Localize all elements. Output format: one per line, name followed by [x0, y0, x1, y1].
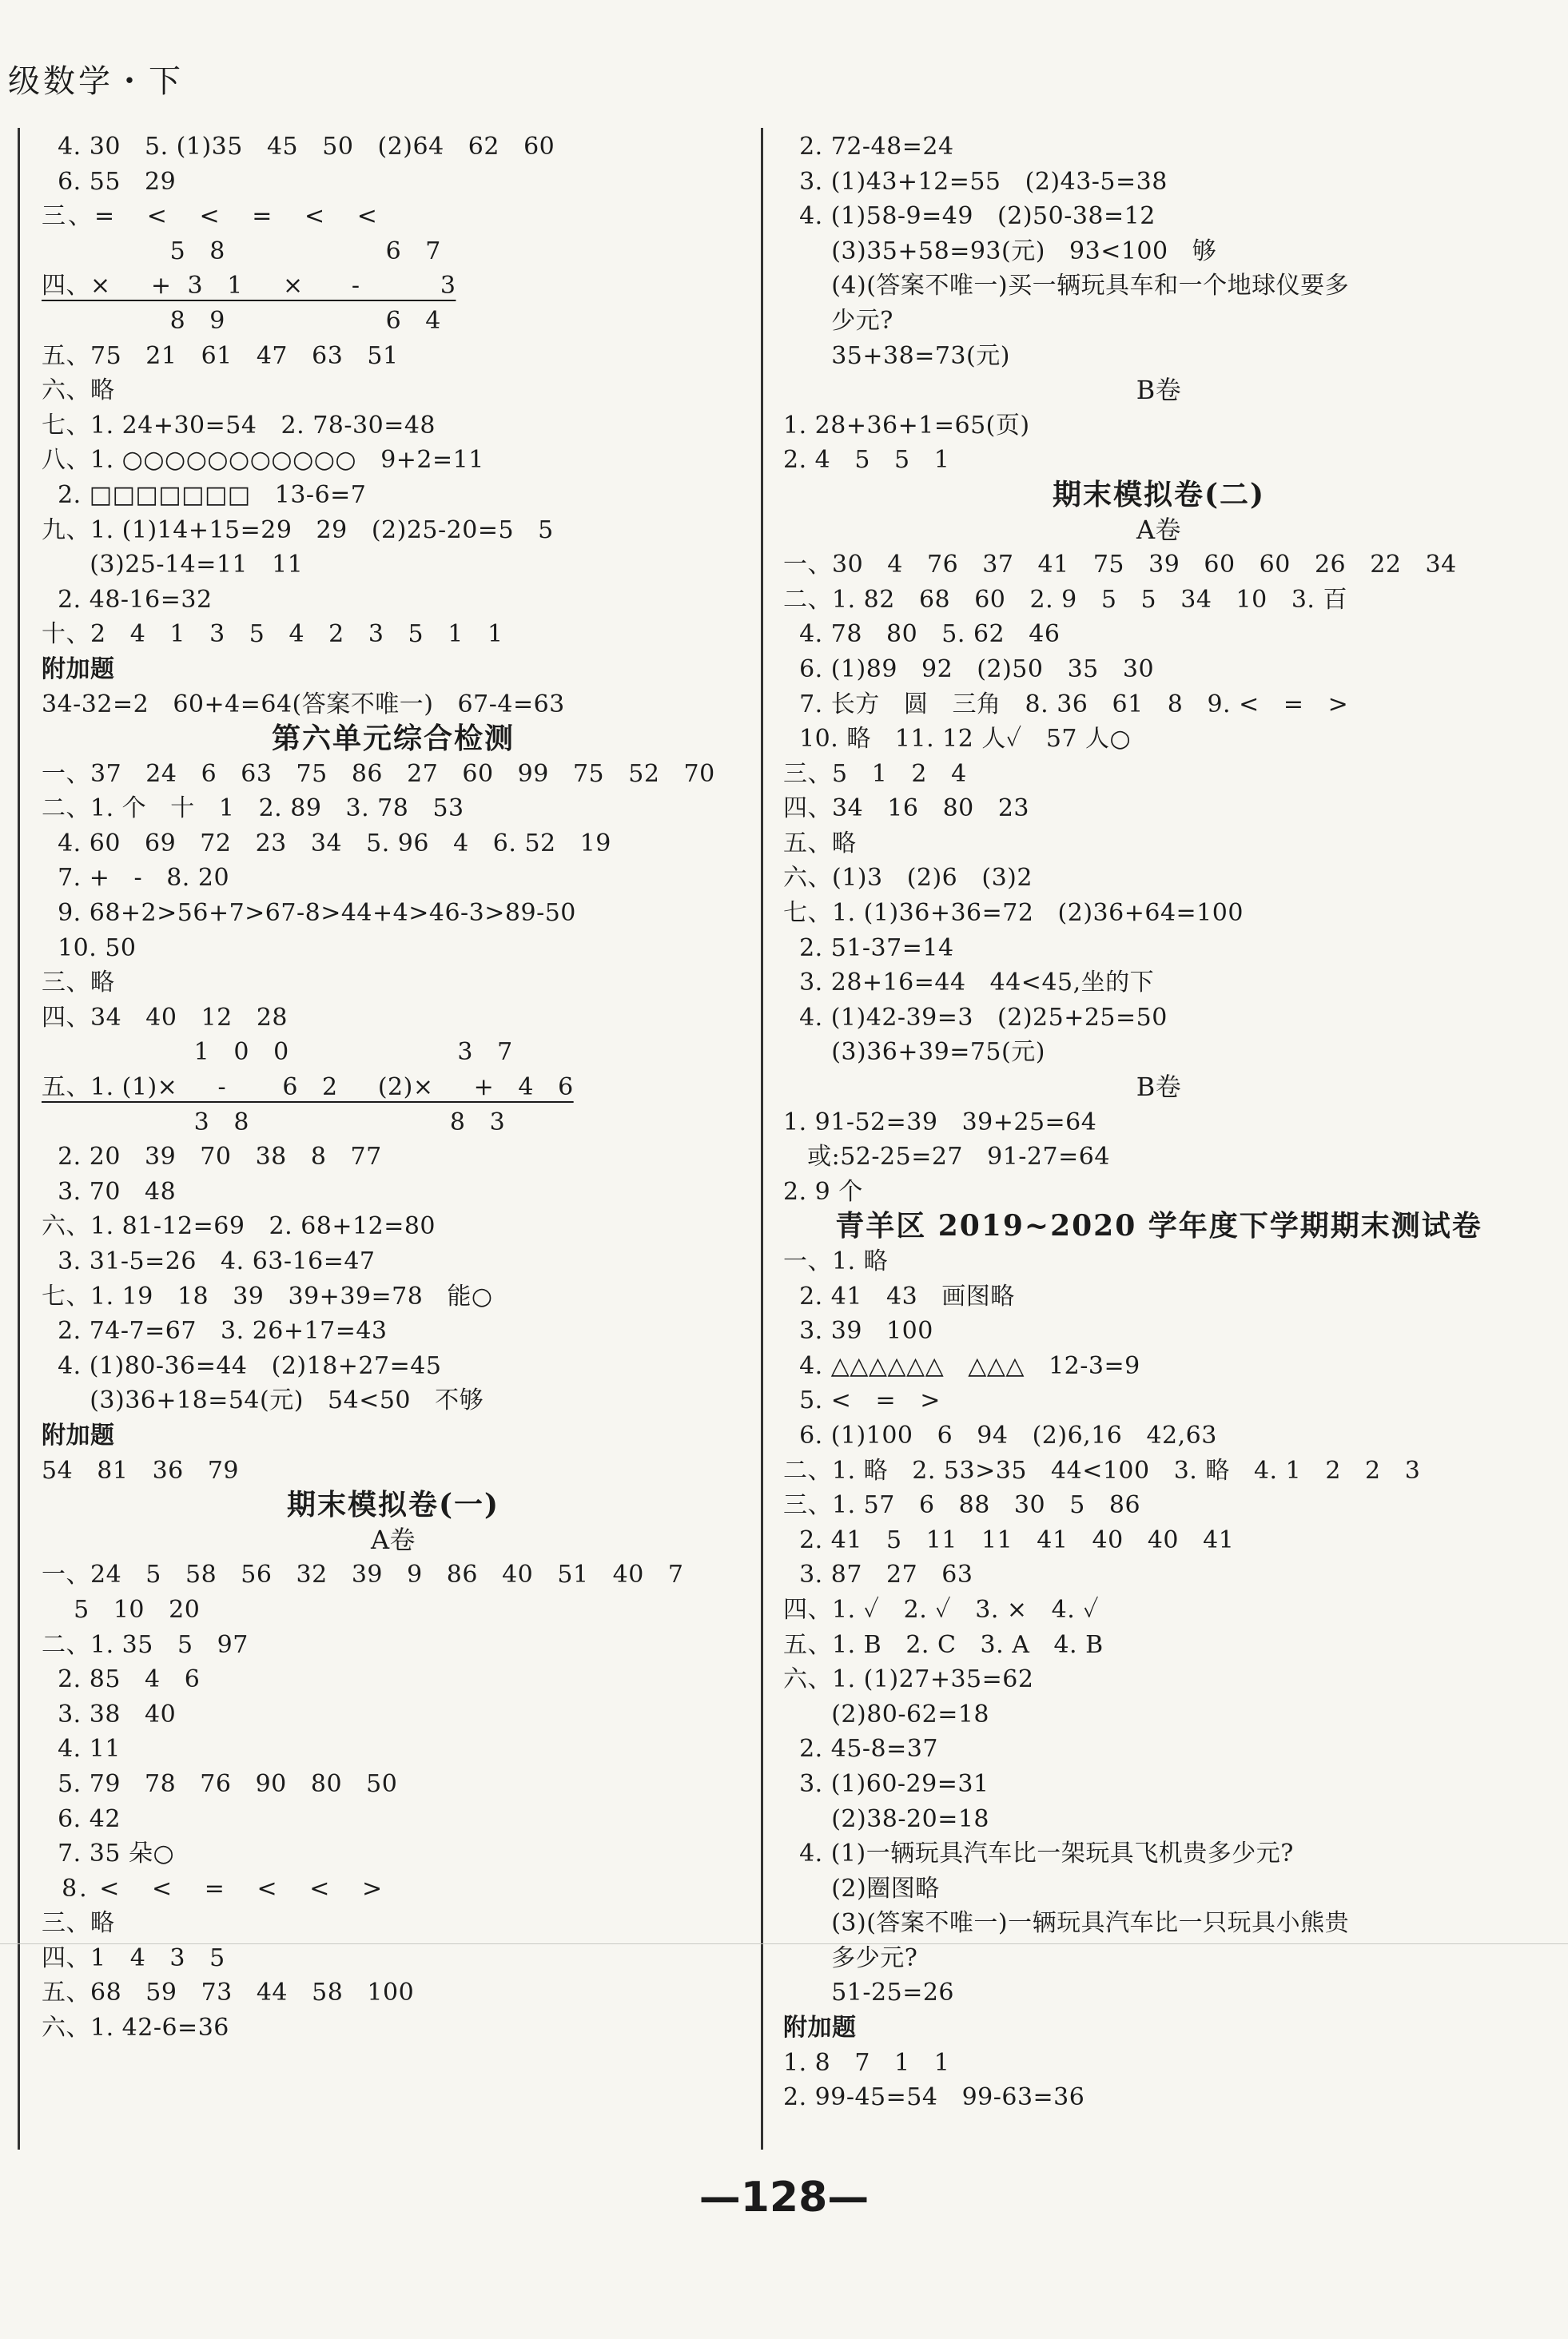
answer-line: 六、略 — [42, 376, 115, 405]
answer-line: 3 8 8 3 — [42, 1108, 506, 1136]
answer-line: 1. 8 7 1 1 — [783, 2048, 950, 2077]
answer-line: 三、= < < = < < — [42, 202, 380, 231]
bonus-heading: 附加题 — [42, 1421, 115, 1450]
answer-line: 4. (1)58-9=49 (2)50-38=12 — [783, 202, 1156, 231]
answer-line: (4)(答案不唯一)买一辆玩具车和一个地球仪要多 — [783, 272, 1350, 300]
answer-line: 七、1. 19 18 39 39+39=78 能○ — [42, 1282, 493, 1311]
answer-line: (3)25-14=11 11 — [42, 551, 304, 579]
page-number: —128— — [698, 2174, 870, 2222]
answer-line: (2)圈图略 — [783, 1874, 940, 1903]
answer-line: 4. (1)一辆玩具汽车比一架玩具飞机贵多少元? — [783, 1840, 1294, 1868]
answer-line: 3. 38 40 — [42, 1700, 177, 1728]
answer-line: 1 0 0 3 7 — [42, 1038, 513, 1067]
answer-line: 一、24 5 58 56 32 39 9 86 40 51 40 7 — [42, 1561, 684, 1589]
answer-line: (3)36+18=54(元) 54<50 不够 — [42, 1386, 484, 1415]
answer-line: 六、(1)3 (2)6 (3)2 — [783, 864, 1033, 893]
section-title: 期末模拟卷(二) — [1052, 477, 1266, 511]
answer-line: 2. 74-7=67 3. 26+17=43 — [42, 1317, 388, 1346]
answer-line: 五、68 59 73 44 58 100 — [42, 1979, 415, 2007]
section-title: 期末模拟卷(一) — [286, 1488, 500, 1522]
answer-line: 五、略 — [783, 829, 857, 857]
answer-line: 7. 35 朵○ — [42, 1840, 175, 1868]
answer-line: 1. 91-52=39 39+25=64 — [783, 1108, 1097, 1136]
answer-line: 3. (1)43+12=55 (2)43-5=38 — [783, 167, 1168, 196]
answer-line: 5 10 20 — [42, 1595, 201, 1624]
answer-line: 7. 长方 圆 三角 8. 36 61 8 9. < = > — [783, 690, 1349, 718]
answer-line: 2. 41 43 画图略 — [783, 1282, 1015, 1311]
answer-line: 6. (1)89 92 (2)50 35 30 — [783, 654, 1155, 683]
answer-line: 四、1. ✓ 2. ✓ 3. × 4. ✓ — [783, 1595, 1100, 1624]
answer-line: 1. 28+36+1=65(页) — [783, 411, 1030, 440]
answer-line: 2. 85 4 6 — [42, 1665, 201, 1694]
answer-line: 6. (1)100 6 94 (2)6,16 42,63 — [783, 1421, 1217, 1450]
answer-line: 少元? — [783, 306, 893, 335]
answer-line: 七、1. (1)36+36=72 (2)36+64=100 — [783, 899, 1244, 928]
answer-line: 或:52-25=27 91-27=64 — [783, 1143, 1110, 1171]
answer-line: 10. 略 11. 12 人✓ 57 人○ — [783, 725, 1132, 754]
answer-line: 2. 48-16=32 — [42, 585, 213, 614]
answer-line: 2. □□□□□□□ 13-6=7 — [42, 480, 367, 509]
answer-line: 一、30 4 76 37 41 75 39 60 60 26 22 34 — [783, 551, 1457, 579]
answer-line: 二、1. 35 5 97 — [42, 1630, 249, 1659]
answer-line: 4. 60 69 72 23 34 5. 96 4 6. 52 19 — [42, 829, 611, 857]
answer-line: 9. 68+2>56+7>67-8>44+4>46-3>89-50 — [42, 899, 576, 928]
bonus-heading: 附加题 — [42, 654, 115, 683]
left-answer-column — [42, 129, 745, 2046]
answer-line: 2. 72-48=24 — [783, 133, 954, 161]
answer-line: 2. 9 个 — [783, 1177, 863, 1206]
answer-line: 8. < < = < < > — [42, 1874, 385, 1903]
answer-line: 二、1. 个 十 1 2. 89 3. 78 53 — [42, 794, 464, 823]
page-header: 级数学・下 — [8, 63, 184, 100]
answer-line: (3)(答案不唯一)一辆玩具汽车比一只玩具小熊贵 — [783, 1909, 1350, 1938]
section-subtitle: A卷 — [370, 1524, 416, 1555]
answer-line: 5. 79 78 76 90 80 50 — [42, 1769, 398, 1798]
answer-line: 四、1 4 3 5 — [42, 1943, 225, 1972]
right-answer-column — [783, 129, 1534, 2115]
answer-line: (2)38-20=18 — [783, 1804, 990, 1833]
answer-line: 4. △△△△△△ △△△ 12-3=9 — [783, 1351, 1140, 1380]
answer-line: 3. 31-5=26 4. 63-16=47 — [42, 1247, 376, 1275]
answer-line: 5 8 6 7 — [42, 237, 441, 265]
answer-line: (3)36+39=75(元) — [783, 1038, 1045, 1067]
answer-line: 六、1. 81-12=69 2. 68+12=80 — [42, 1212, 436, 1241]
answer-line: 三、5 1 2 4 — [783, 759, 967, 788]
answer-line: 一、1. 略 — [783, 1247, 889, 1275]
answer-line: 4. 78 80 5. 62 46 — [783, 620, 1061, 649]
answer-line: 六、1. 42-6=36 — [42, 2014, 229, 2043]
section-subtitle: A卷 — [1136, 514, 1182, 545]
answer-line: 3. (1)60-29=31 — [783, 1769, 989, 1798]
answer-line: (2)80-62=18 — [783, 1700, 990, 1728]
answer-line: 10. 50 — [42, 933, 137, 962]
answer-line: 8 9 6 4 — [42, 306, 441, 335]
section-subtitle: B卷 — [1136, 375, 1182, 406]
answer-line: 3. 28+16=44 44<45,坐的下 — [783, 969, 1155, 997]
answer-line: 2. 45-8=37 — [783, 1735, 938, 1764]
answer-line: 4. 30 5. (1)35 45 50 (2)64 62 60 — [42, 133, 555, 161]
answer-line: 3. 87 27 63 — [783, 1561, 973, 1589]
answer-line: 54 81 36 79 — [42, 1456, 240, 1485]
left-border-line — [18, 128, 20, 2150]
answer-line: 八、1. ○○○○○○○○○○○ 9+2=11 — [42, 446, 484, 475]
answer-line: 4. (1)42-39=3 (2)25+25=50 — [783, 1003, 1168, 1032]
answer-line: 五、1. (1)× - 6 2 (2)× + 4 6 — [42, 1073, 574, 1102]
answer-line: 五、1. B 2. C 3. A 4. B — [783, 1630, 1104, 1659]
answer-line: 一、37 24 6 63 75 86 27 60 99 75 52 70 — [42, 759, 715, 788]
answer-line: 6. 55 29 — [42, 167, 177, 196]
answer-line: 三、略 — [42, 969, 115, 997]
answer-line: 3. 39 100 — [783, 1317, 933, 1346]
column-divider — [761, 128, 763, 2150]
bonus-heading: 附加题 — [783, 2014, 857, 2043]
answer-line: 多少元? — [783, 1943, 918, 1972]
answer-line: 二、1. 略 2. 53>35 44<100 3. 略 4. 1 2 2 3 — [783, 1456, 1421, 1485]
answer-line: 6. 42 — [42, 1804, 121, 1833]
answer-line: 九、1. (1)14+15=29 29 (2)25-20=5 5 — [42, 515, 554, 544]
section-subtitle: B卷 — [1136, 1072, 1182, 1103]
answer-line: 六、1. (1)27+35=62 — [783, 1665, 1034, 1694]
answer-line: 2. 99-45=54 99-63=36 — [783, 2083, 1085, 2112]
answer-line: (3)35+58=93(元) 93<100 够 — [783, 237, 1217, 265]
answer-line: 4. 11 — [42, 1735, 121, 1764]
answer-line: 3. 70 48 — [42, 1177, 177, 1206]
answer-line: 35+38=73(元) — [783, 341, 1010, 370]
answer-line: 十、2 4 1 3 5 4 2 3 5 1 1 — [42, 620, 503, 649]
answer-line: 7. + - 8. 20 — [42, 864, 230, 893]
answer-line: 2. 4 5 5 1 — [783, 446, 950, 475]
answer-line: 51-25=26 — [783, 1979, 955, 2007]
section-title: 第六单元综合检测 — [271, 722, 515, 756]
answer-line: 二、1. 82 68 60 2. 9 5 5 34 10 3. 百 — [783, 585, 1347, 614]
answer-line: 四、34 16 80 23 — [783, 794, 1030, 823]
answer-line: 三、1. 57 6 88 30 5 86 — [783, 1491, 1141, 1520]
answer-line: 七、1. 24+30=54 2. 78-30=48 — [42, 411, 436, 440]
answer-line: 2. 20 39 70 38 8 77 — [42, 1143, 382, 1171]
answer-line: 2. 41 5 11 11 41 40 40 41 — [783, 1526, 1235, 1554]
answer-line: 2. 51-37=14 — [783, 933, 954, 962]
answer-line: 34-32=2 60+4=64(答案不唯一) 67-4=63 — [42, 690, 565, 718]
answer-line: 四、34 40 12 28 — [42, 1003, 289, 1032]
answer-line: 五、75 21 61 47 63 51 — [42, 341, 399, 370]
answer-line: 4. (1)80-36=44 (2)18+27=45 — [42, 1351, 442, 1380]
answer-line: 5. < = > — [783, 1386, 941, 1415]
answer-line: 四、× + 3 1 × - 3 — [42, 272, 456, 300]
answer-line: 三、略 — [42, 1909, 115, 1938]
section-title: 青羊区 2019~2020 学年度下学期期末测试卷 — [835, 1209, 1482, 1243]
